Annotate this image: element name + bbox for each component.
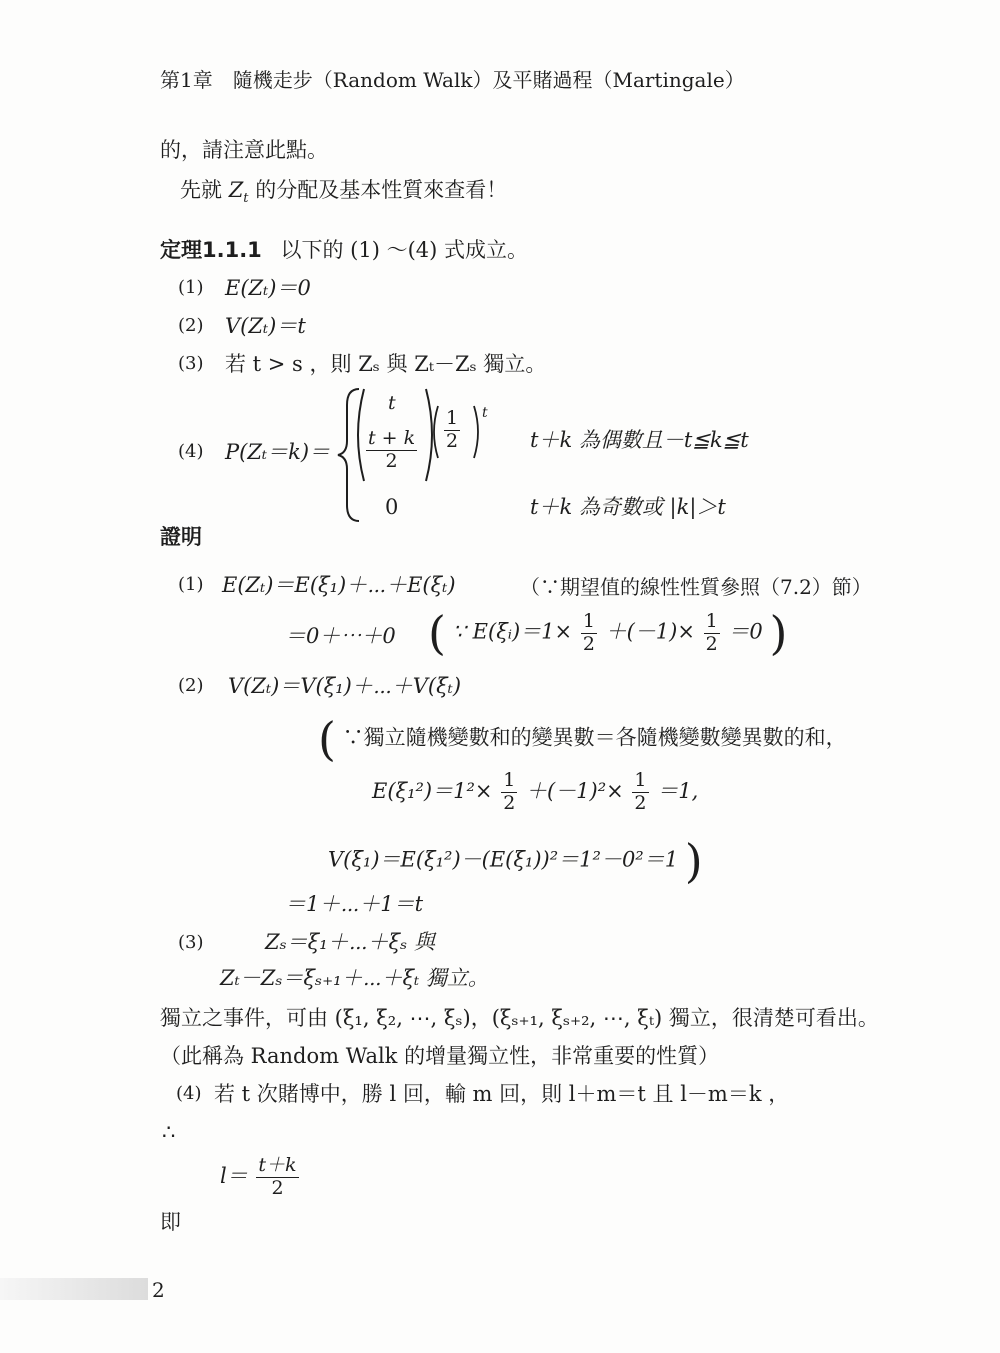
proof-1-half-num-2: 1 [705,609,718,632]
binomial-frac-num: t + k [368,427,416,449]
theorem-item-3-text: 若 t > s ，則 Zₛ 與 Zₜ－Zₛ 獨立。 [225,352,547,376]
proof-4-num: (4) [176,1083,202,1104]
running-header: 第1章 隨機走步（Random Walk）及平賭過程（Martingale） [160,68,745,92]
therefore-symbol: ∴ [162,1120,176,1144]
case-1-condition: t＋k 為偶數且－t≦k≦t [530,428,749,452]
binomial-top: t [388,392,396,414]
theorem-heading [160,240,528,261]
page-number: 2 [152,1278,165,1302]
proof-1-half-den: 2 [582,632,595,655]
proof-1-reason-2c: ＝0 [728,619,763,644]
binomial-frac-den: 2 [385,449,398,472]
intro-line-1: 的，請注意此點。 [160,138,328,162]
proof-2-num: (2) [178,675,204,696]
proof-1-line-2: ＝0＋⋯＋0 [285,624,396,648]
proof-1-reason-2a: ∵ E(ξᵢ)＝1× [452,619,573,644]
theorem-item-3-num: (3) [178,353,204,374]
proof-4-line-1: 若 t 次賭博中，勝 l 回，輸 m 回，則 l＋m＝t 且 l－m＝k ， [214,1082,790,1106]
page-margin-bar [0,1278,148,1300]
theorem-item-4-lhs: P(Zₜ＝k)＝ [225,440,331,464]
proof-3-line-3: 獨立之事件，可由 (ξ₁, ξ₂, ⋯, ξₛ)，(ξₛ₊₁, ξₛ₊₂, ⋯, ξₜ) 獨立，很清楚可看出。 [160,1006,879,1030]
case-2-condition: t＋k 為奇數或 |k|＞t [530,495,726,519]
proof-2-line-1: V(Zₜ)＝V(ξ₁)＋⋯＋V(ξₜ) [228,674,462,698]
theorem-item-4-num: (4) [178,441,204,462]
proof-2-half-num-2: 1 [634,769,647,791]
theorem-statement: 以下的 (1) ～(4) 式成立。 [280,238,529,262]
proof-3-line-4: （此稱為 Random Walk 的增量獨立性，非常重要的性質） [160,1044,720,1068]
proof-2-half-den-2: 2 [634,791,647,814]
l-equation [220,1155,301,1200]
proof-label: 證明 [160,525,202,549]
l-frac-num: t＋k [258,1154,297,1176]
theorem-label: 定理1.1.1 [160,238,262,262]
half-frac [442,408,462,453]
binomial-bottom-frac [364,428,419,473]
half-frac-num: 1 [446,407,459,429]
l-frac-den: 2 [271,1176,284,1199]
half-frac-den: 2 [446,429,459,452]
theorem-item-2-eq: V(Zₜ)＝t [225,314,306,338]
proof-2-reason-c: V(ξ₁)＝E(ξ₁²)－(E(ξ₁))²＝1²－0²＝1 ) [328,834,703,888]
theorem-item-2-num: (2) [178,315,204,336]
theorem-item-1-eq: E(Zₜ)＝0 [225,276,311,300]
proof-3-num: (3) [178,932,204,953]
proof-2-reason-b1: E(ξ₁²)＝1²× [372,778,493,803]
proof-1-reason-2b: ＋(－1)× [605,619,695,644]
proof-2-result: ＝1＋⋯＋1＝t [285,892,424,916]
half-exponent: t [482,405,488,421]
proof-1-num: (1) [178,574,204,595]
proof-2-half-num: 1 [503,769,516,791]
proof-2-reason-a: ( ∵獨立隨機變數和的變異數＝各隨機變數變異數的和， [318,712,847,766]
proof-1-reason-2: ( ∵ E(ξᵢ)＝1× $\frac{1}{2}$ ＋(－1)× $\frac{1}{2}$ ＝0 ) [428,606,788,660]
intro-sub: t [243,191,249,207]
case-2-value: 0 [385,495,399,519]
intro-suffix: 的分配及基本性質來查看！ [255,178,508,202]
proof-3-line-1: Zₛ＝ξ₁＋⋯＋ξₛ 與 [265,930,435,954]
proof-1-reason: （∵期望值的線性性質參照（7.2）節） [520,575,872,599]
intro-var: Z [228,178,244,202]
intro-line-2 [180,180,507,205]
proof-2-half-den: 2 [503,791,516,814]
proof-3-line-2: Zₜ－Zₛ＝ξₛ₊₁＋⋯＋ξₜ 獨立。 [220,966,489,990]
theorem-item-1-num: (1) [178,277,204,298]
proof-1-half-num: 1 [582,609,595,632]
proof-2-reason-b2: ＋(－1)²× [525,778,624,803]
proof-1-line-1: E(Zₜ)＝E(ξ₁)＋⋯＋E(ξₜ) [222,573,456,597]
ji-text: 即 [160,1210,181,1234]
l-lhs: l＝ [220,1163,248,1188]
proof-2-reason-a-text: ∵獨立隨機變數和的變異數＝各隨機變數變異數的和， [342,725,847,750]
proof-1-half-den-2: 2 [705,632,718,655]
intro-prefix: 先就 [180,178,222,202]
proof-2-reason-c-text: V(ξ₁)＝E(ξ₁²)－(E(ξ₁))²＝1²－0²＝1 [328,847,679,872]
proof-2-reason-b3: ＝1, [657,778,699,803]
proof-2-reason-b [372,770,698,815]
